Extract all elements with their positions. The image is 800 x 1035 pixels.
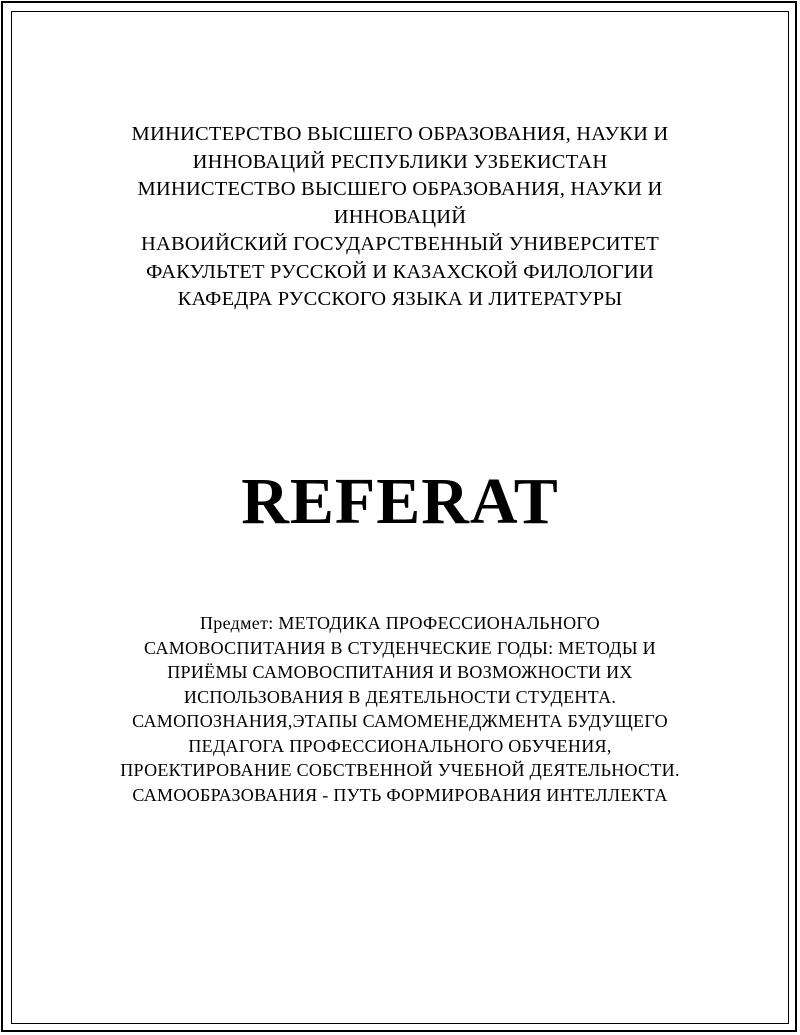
header-line: КАФЕДРА РУССКОГО ЯЗЫКА И ЛИТЕРАТУРЫ [177,288,623,310]
subject-line: Предмет: МЕТОДИКА ПРОФЕССИОНАЛЬНОГО [200,613,600,633]
subject-line: САМОПОЗНАНИЯ,ЭТАПЫ САМОМЕНЕДЖМЕНТА БУДУЩЕГО [132,711,668,731]
header-line: НАВОИЙСКИЙ ГОСУДАРСТВЕННЫЙ УНИВЕРСИТЕТ [141,233,659,255]
subject-line: ИСПОЛЬЗОВАНИЯ В ДЕЯТЕЛЬНОСТИ СТУДЕНТА. [183,686,617,707]
header-line: ИННОВАЦИЙ РЕСПУБЛИКИ УЗБЕКИСТАН [192,150,608,173]
header-line: ИННОВАЦИЙ [333,205,467,228]
institution-header [0,121,800,314]
subject-line: САМООБРАЗОВАНИЯ - ПУТЬ ФОРМИРОВАНИЯ ИНТЕЛЛЕКТА [132,784,668,805]
header-line: МИНИСТЕРСТВО ВЫСШЕГО ОБРАЗОВАНИЯ, НАУКИ И [131,123,669,145]
subject-line: ПРОЕКТИРОВАНИЕ СОБСТВЕННОЙ УЧЕБНОЙ ДЕЯТЕЛЬНОСТИ. [120,760,680,780]
subject-line: ПРИЁМЫ САМОВОСПИТАНИЯ И ВОЗМОЖНОСТИ ИХ [167,662,633,682]
document-title: REFERAT [241,465,559,538]
subject-line: ПЕДАГОГА ПРОФЕССИОНАЛЬНОГО ОБУЧЕНИЯ, [188,735,612,756]
header-line: МИНИСТЕСТВО ВЫСШЕГО ОБРАЗОВАНИЯ, НАУКИ И [137,178,663,200]
subject-line: САМОВОСПИТАНИЯ В СТУДЕНЧЕСКИЕ ГОДЫ: МЕТОДЫ И [144,637,656,658]
subject-block [0,611,800,807]
header-line: ФАКУЛЬТЕТ РУССКОЙ И КАЗАХСКОЙ ФИЛОЛОГИИ [146,260,654,283]
